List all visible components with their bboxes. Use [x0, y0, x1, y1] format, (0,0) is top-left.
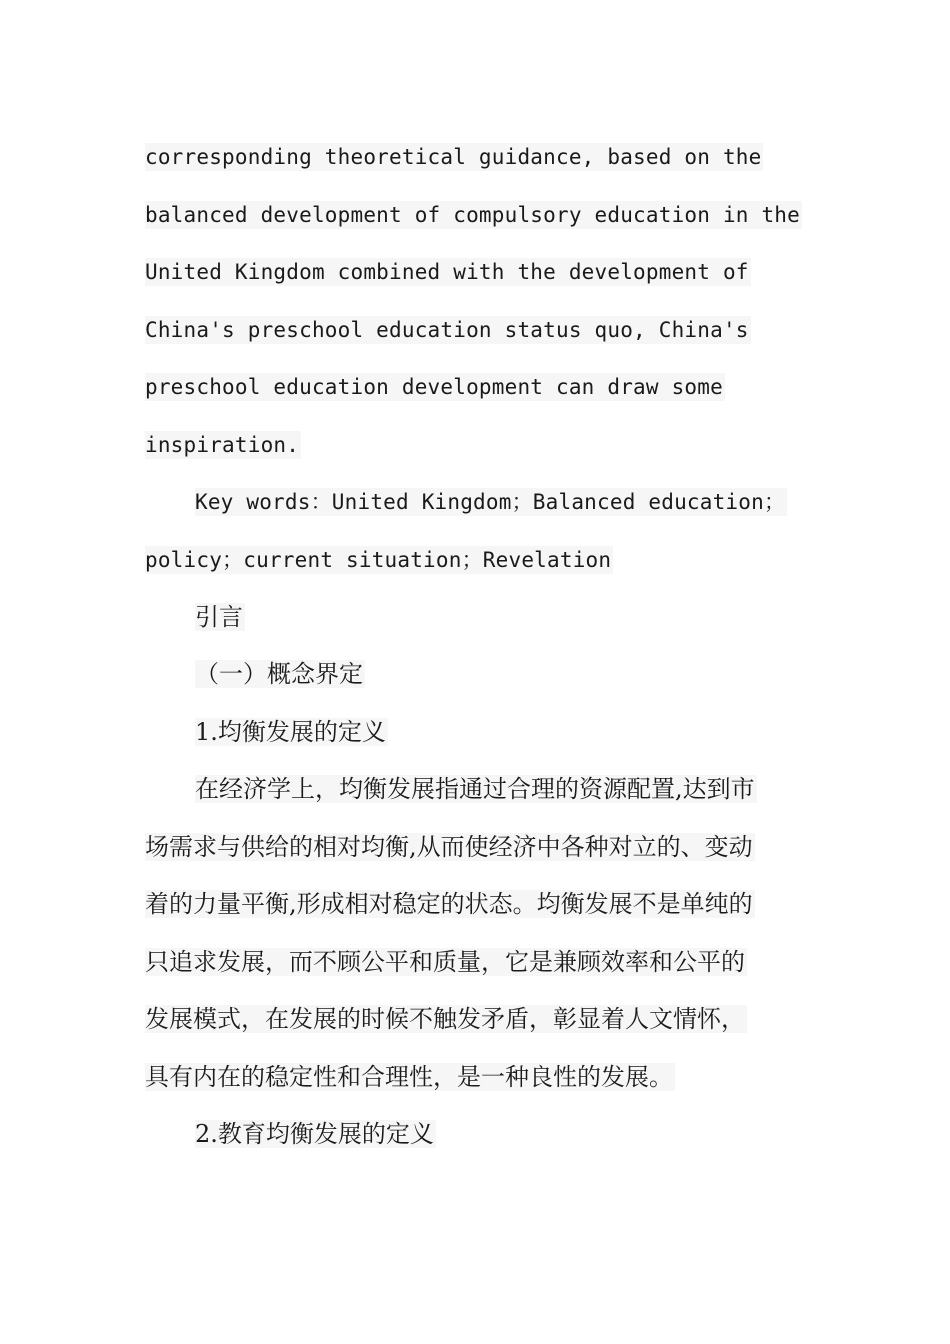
abstract-line: corresponding theoretical guidance, based on the [145, 145, 762, 169]
abstract-line: balanced development of compulsory education in the [145, 203, 800, 227]
paragraph-line: 发展模式，在发展的时候不触发矛盾，彰显着人文情怀， [145, 1005, 745, 1033]
abstract-line: United Kingdom combined with the development of [145, 260, 749, 284]
paragraph-line: 只追求发展，而不顾公平和质量，它是兼顾效率和公平的 [145, 948, 745, 976]
abstract-line: preschool education development can draw some [145, 375, 723, 399]
paragraph-line: 具有内在的稳定性和合理性，是一种良性的发展。 [145, 1063, 673, 1091]
subsection-heading: 2.教育均衡发展的定义 [195, 1120, 434, 1148]
abstract-line: China's preschool education status quo, China's [145, 318, 749, 342]
abstract-line: inspiration. [145, 433, 300, 457]
paragraph-line: 在经济学上，均衡发展指通过合理的资源配置,达到市 [195, 775, 755, 803]
subsection-heading: 1.均衡发展的定义 [195, 718, 386, 746]
paragraph-line: 场需求与供给的相对均衡,从而使经济中各种对立的、变动 [145, 833, 753, 861]
keywords-line: Key words：United Kingdom；Balanced education； [195, 490, 786, 514]
section-heading: （一）概念界定 [195, 660, 363, 688]
keywords-line: policy；current situation；Revelation [145, 548, 612, 572]
paragraph-line: 着的力量平衡,形成相对稳定的状态。均衡发展不是单纯的 [145, 890, 753, 918]
intro-heading: 引言 [195, 603, 243, 631]
